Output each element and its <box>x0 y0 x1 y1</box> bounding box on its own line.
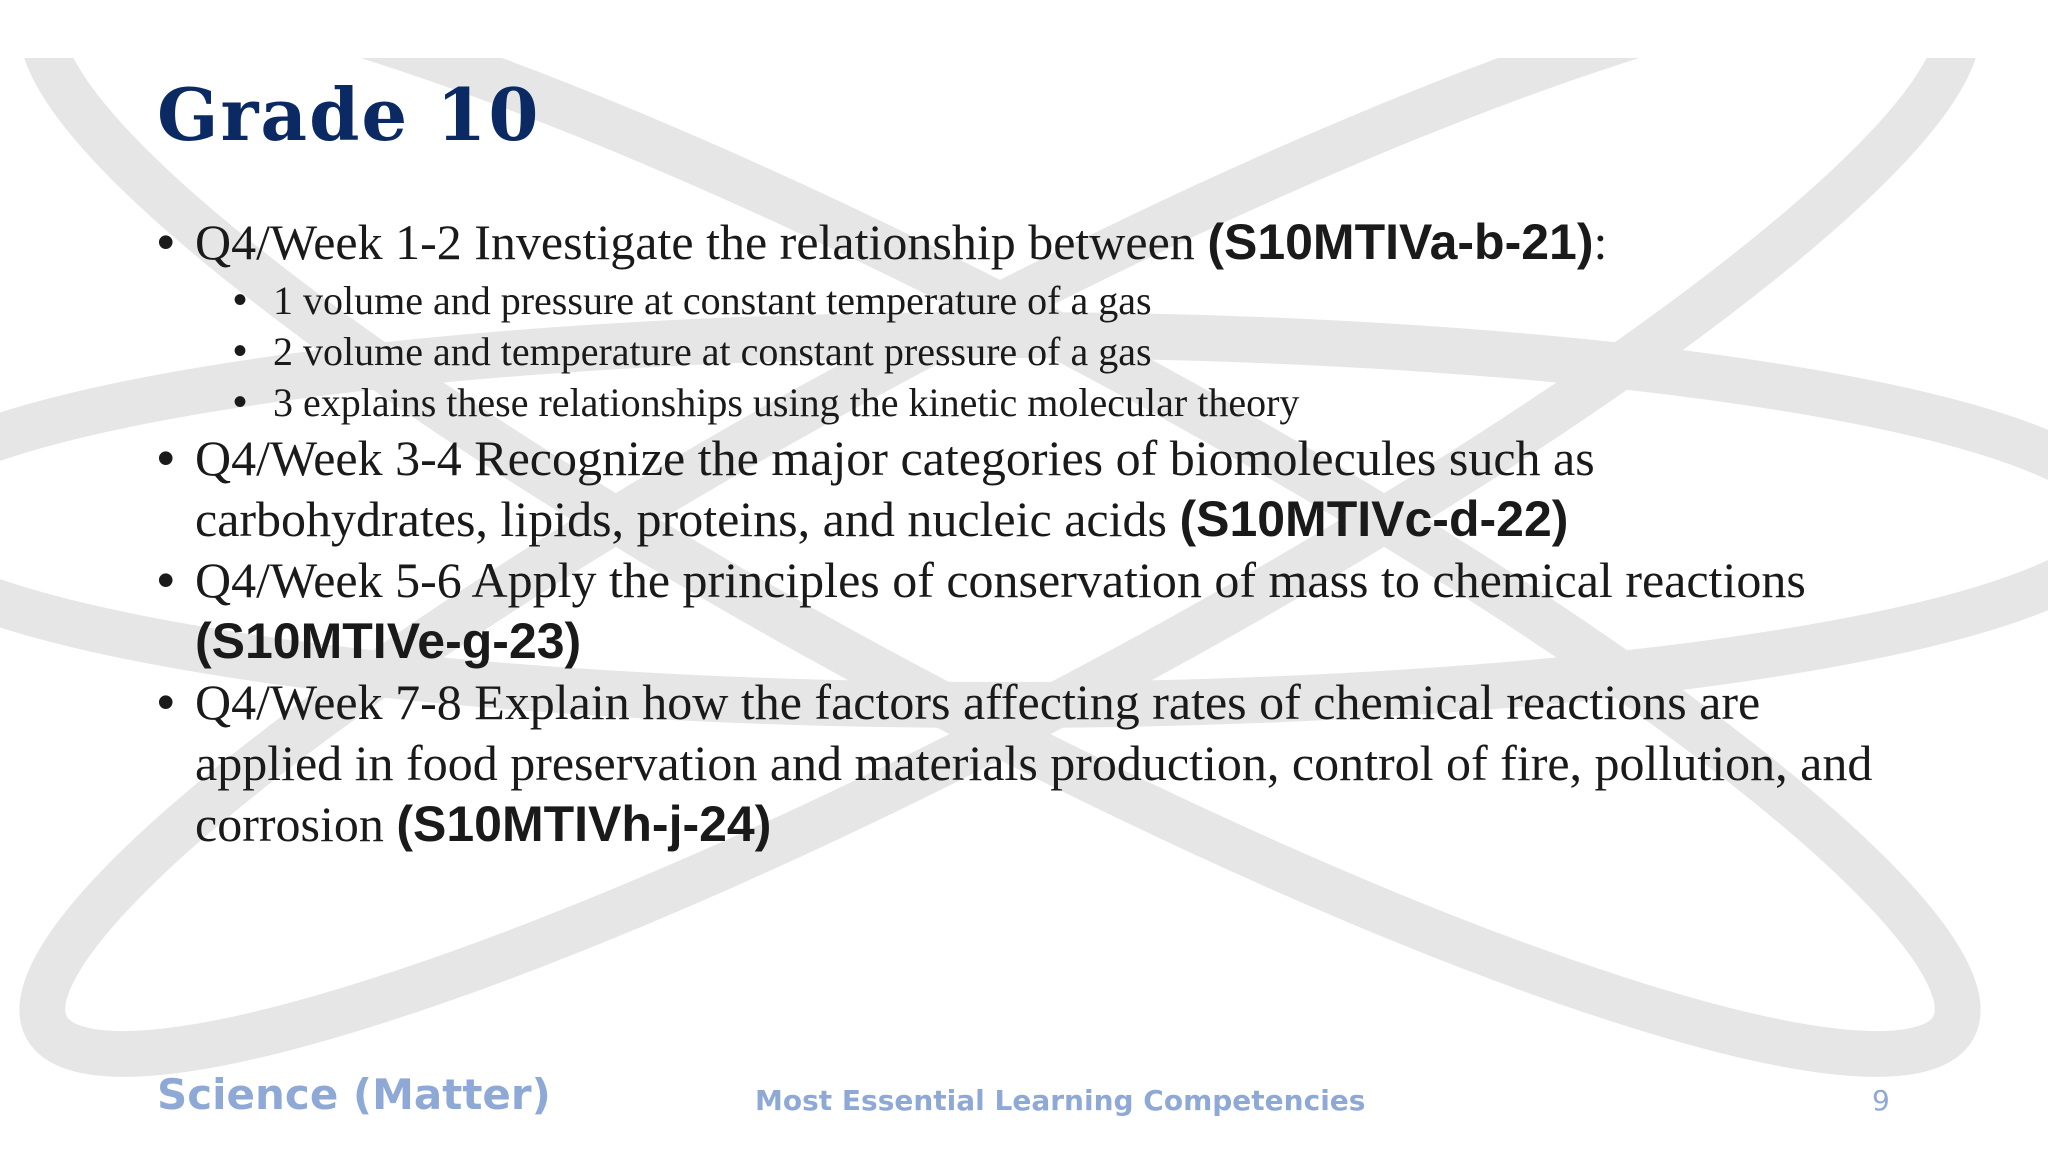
item-text: Q4/Week 1-2 Investigate the relationship between <box>195 214 1208 270</box>
footer-subject: Science (Matter) <box>157 1070 551 1119</box>
sub-list-item <box>157 326 1897 377</box>
sub-list-item <box>157 275 1897 326</box>
bullet-icon: • <box>233 278 248 322</box>
bullet-icon: • <box>233 329 248 373</box>
list-item <box>157 672 1897 855</box>
sub-list <box>157 275 1897 428</box>
bullet-icon: • <box>157 552 175 608</box>
competency-list <box>157 212 1897 855</box>
list-item <box>157 550 1897 672</box>
competency-code: (S10MTIVc-d-22) <box>1179 491 1569 547</box>
competency-code: (S10MTIVh-j-24) <box>396 796 772 852</box>
bullet-icon: • <box>157 430 175 486</box>
page-number: 9 <box>1872 1084 1890 1117</box>
item-suffix: : <box>1593 214 1608 270</box>
footer-title: Most Essential Learning Competencies <box>755 1084 1366 1117</box>
item-text: Q4/Week 5-6 Apply the principles of conservation of mass to chemical reactions <box>195 552 1806 608</box>
item-text: Q4/Week 7-8 Explain how the factors affecting rates of chemical reactions are applied in food preservation and materials production, control of fire, pollution, and corrosion <box>195 674 1873 852</box>
item-text: Q4/Week 3-4 Recognize the major categories of biomolecules such as carbohydrates, lipids, proteins, and nucleic acids <box>195 430 1595 547</box>
bullet-icon: • <box>157 214 175 270</box>
slide-title: Grade 10 <box>157 72 541 157</box>
sub-list-item <box>157 377 1897 428</box>
list-item <box>157 428 1897 550</box>
sub-item-text: 2 volume and temperature at constant pressure of a gas <box>273 329 1152 374</box>
list-item <box>157 212 1897 273</box>
bullet-icon: • <box>233 380 248 424</box>
bullet-icon: • <box>157 674 175 730</box>
sub-item-text: 1 volume and pressure at constant temperature of a gas <box>273 278 1152 323</box>
competency-code: (S10MTIVe-g-23) <box>195 613 582 669</box>
sub-item-text: 3 explains these relationships using the kinetic molecular theory <box>273 380 1300 425</box>
competency-code: (S10MTIVa-b-21) <box>1207 214 1594 270</box>
